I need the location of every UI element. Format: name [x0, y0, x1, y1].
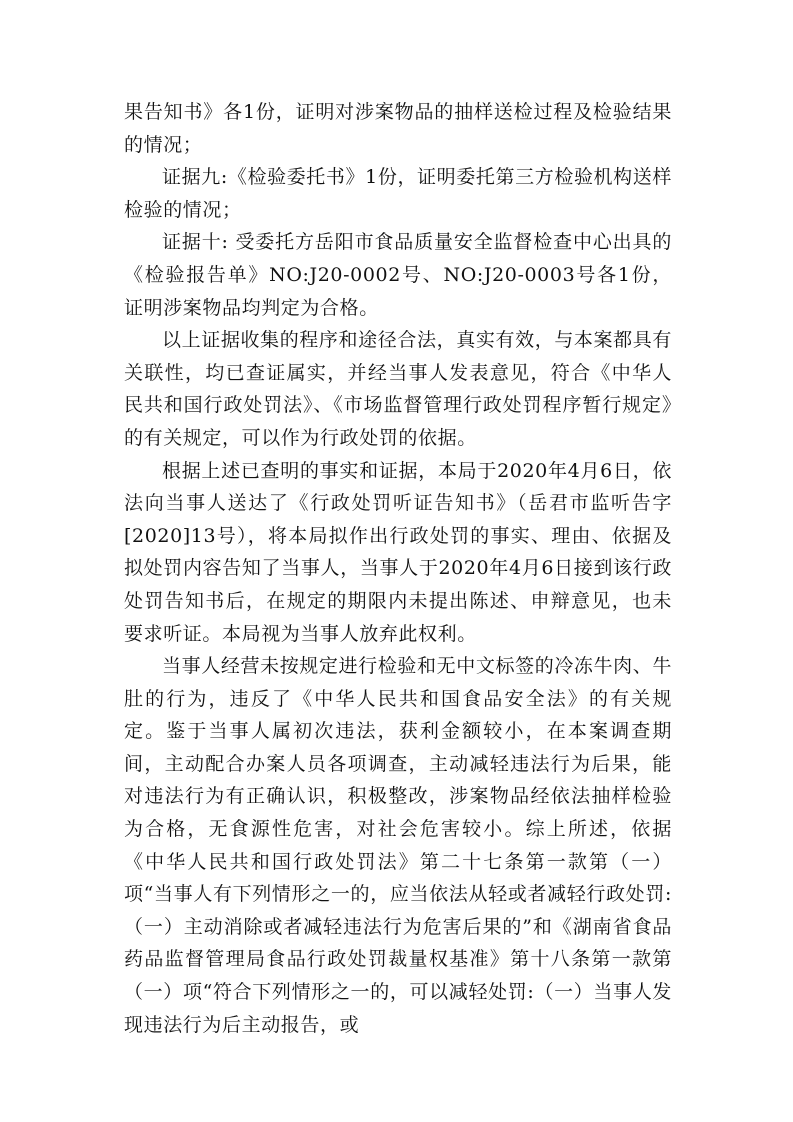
paragraph-evidence-nine: 证据九:《检验委托书》1份，证明委托第三方检验机构送样检验的情况； — [124, 166, 672, 221]
paragraph-evidence-ten: 证据十: 受委托方岳阳市食品质量安全监督检查中心出具的《检验报告单》NO:J20-0002号、NO:J20-0003号各1份，证明涉案物品均判定为合格。 — [124, 231, 672, 319]
paragraph-legal-basis: 当事人经营未按规定进行检验和无中文标签的冷冻牛肉、牛肚的行为，违反了《中华人民共和国食品安全法》的有关规定。鉴于当事人属初次违法，获利金额较小，在本案调查期间，主动配合办案人员各项调查，主动减轻违法行为后果，能对违法行为有正确认识，积极整改，涉案物品经依法抽样检验为合格，无食源性危害，对社会危害较小。综上所述，依据《中华人民共和国行政处罚法》第二十七条第一款第（一）项“当事人有下列情形之一的，应当依法从轻或者减轻行政处罚:（一）主动消除或者减轻违法行为危害后果的”和《湖南省食品药品监督管理局食品行政处罚裁量权基准》第十八条第一款第（一）项“符合下列情形之一的，可以减轻处罚:（一）当事人发现违法行为后主动报告，或 — [124, 655, 672, 1036]
paragraph-hearing-notice: 根据上述已查明的事实和证据，本局于2020年4月6日，依法向当事人送达了《行政处罚听证告知书》（岳君市监听告字[2020]13号），将本局拟作出行政处罚的事实、理由、依据及拟处罚内容告知了当事人，当事人于2020年4月6日接到该行政处罚告知书后，在规定的期限内未提出陈述、申辩意见，也未要求听证。本局视为当事人放弃此权利。 — [124, 459, 672, 645]
document-body — [124, 96, 672, 1041]
paragraph-evidence-eight-continued: 果告知书》各1份，证明对涉案物品的抽样送检过程及检验结果的情况； — [124, 101, 672, 156]
paragraph-evidence-summary: 以上证据收集的程序和途径合法，真实有效，与本案都具有关联性，均已查证属实，并经当事人发表意见，符合《中华人民共和国行政处罚法》、《市场监督管理行政处罚程序暂行规定》的有关规定，可以作为行政处罚的依据。 — [124, 329, 672, 449]
